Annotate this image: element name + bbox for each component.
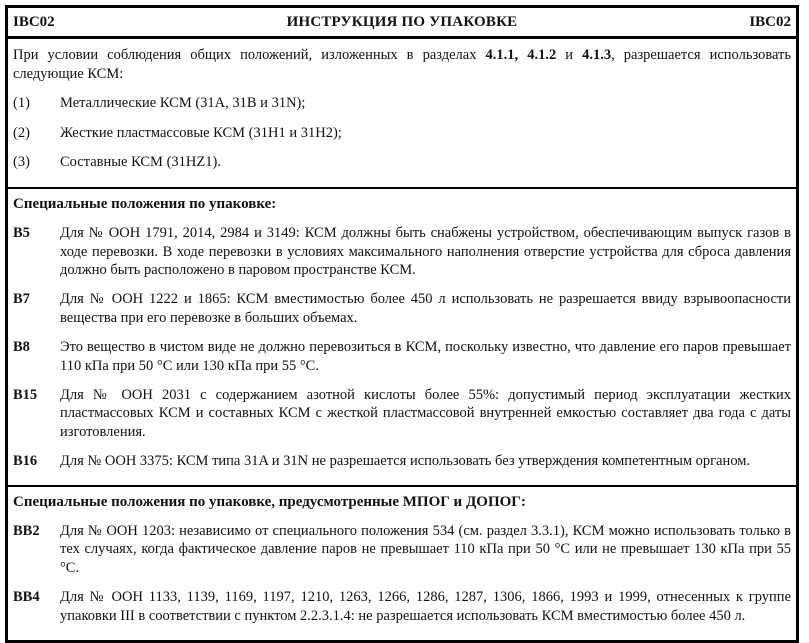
provision-text: Это вещество в чистом виде не должно перевозиться в КСМ, поскольку известно, что давление его паров превышает 110 кПа при 50 °C или 130 кПа при 55 °C. (60, 338, 791, 374)
provision-text: Для № ООН 1791, 2014, 2984 и 3149: КСМ должны быть снабжены устройством, обеспечивающим выпуск газов в ходе перевозки. В ходе перевозки в условиях максимального наполнения отверстие устройства для сброса давления должно быть расположено в паровом пространстве КСМ. (60, 224, 791, 279)
provision-code: B16 (13, 453, 38, 470)
intro-segment: и (556, 47, 583, 63)
section-heading: Специальные положения по упаковке: (13, 196, 277, 213)
section-special-provisions (8, 187, 796, 485)
provision-code: B5 (13, 224, 30, 241)
provision-text: Для № ООН 1203: независимо от специального положения 534 (см. раздел 3.3.1), КСМ можно использовать только в тех случаях, когда фактическое давление паров не превышает 110 кПа при 50 °C или не превышает 130 кПа при 55 °C. (60, 522, 791, 577)
provision-b7 (13, 290, 791, 328)
provision-b16 (13, 452, 791, 471)
instruction-code-left: IBC02 (13, 14, 55, 30)
instruction-code-right: IBC02 (749, 14, 791, 30)
provision-code: B8 (13, 338, 30, 355)
table-header-row (8, 8, 796, 39)
provision-code: BB4 (13, 589, 40, 606)
section-general (8, 39, 796, 187)
intro-paragraph (13, 46, 791, 84)
section-heading: Специальные положения по упаковке, предусмотренные МПОГ и ДОПОГ: (13, 494, 526, 510)
list-item-metal-ibc (13, 94, 791, 113)
page-title: ИНСТРУКЦИЯ ПО УПАКОВКЕ (286, 14, 518, 30)
provision-text: Для № ООН 1222 и 1865: КСМ вместимостью более 450 л использовать не разрешается ввиду взрывоопасности вещества при его перевозке в больших объемах. (60, 291, 791, 327)
intro-ref-4-1-3: 4.1.3 (582, 47, 612, 63)
provision-code: B15 (13, 386, 38, 403)
provision-text: Для № ООН 2031 с содержанием азотной кислоты более 55%: допустимый период эксплуатации жестких пластмассовых КСМ и составных КСМ с жесткой пластмассовой внутренней емкостью составляет два года с даты изготовления. (60, 386, 791, 441)
provision-text: Для № ООН 3375: КСМ типа 31A и 31N не разрешается использовать без утверждения компетентным органом. (60, 453, 751, 470)
list-item-rigid-plastic-ibc (13, 124, 791, 143)
provision-b15 (13, 386, 791, 443)
packing-instruction-table (5, 5, 799, 643)
intro-segment: , разрешается использовать следующие КСМ: (13, 47, 792, 82)
section-special-provisions-rid-adr (8, 485, 796, 640)
provision-bb4 (13, 588, 791, 626)
provision-text: Для № ООН 1133, 1139, 1169, 1197, 1210, 1263, 1266, 1286, 1287, 1306, 1866, 1993 и 1999, отнесенных к группе упаковки III в соответствии с пунктом 2.2.3.1.4: не разрешается использовать КСМ вместимостью более 450 л. (60, 589, 791, 624)
list-item-text: Металлические КСМ (31A, 31B и 31N); (60, 94, 306, 111)
intro-segment: При условии соблюдения общих положений, изложенных в разделах (13, 47, 486, 63)
list-item-number: (2) (13, 124, 30, 141)
provision-bb2 (13, 522, 791, 579)
provision-b8 (13, 338, 791, 376)
list-item-number: (3) (13, 154, 30, 171)
list-item-composite-ibc (13, 153, 791, 172)
list-item-text: Жесткие пластмассовые КСМ (31H1 и 31H2); (60, 124, 342, 141)
list-item-number: (1) (13, 94, 30, 111)
intro-ref-4-1-1-4-1-2: 4.1.1, 4.1.2 (485, 47, 557, 63)
provision-b5 (13, 224, 791, 281)
provision-code: B7 (13, 291, 30, 308)
provision-code: BB2 (13, 522, 40, 539)
list-item-text: Составные КСМ (31HZ1). (60, 154, 221, 171)
